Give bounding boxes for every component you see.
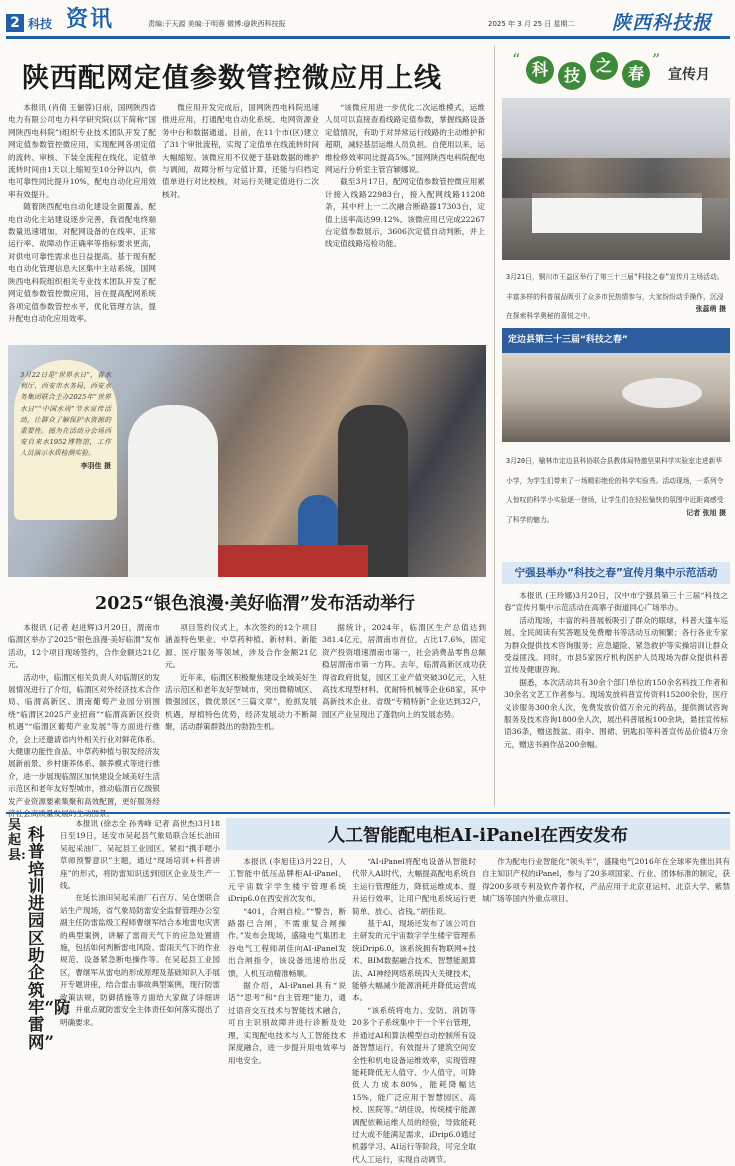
tongchuan-credit: 张蕊萌 摄 (695, 304, 726, 314)
lead-headline: 陕西配网定值参数管控微应用上线 (22, 63, 442, 94)
ai-paragraph: 作为配电行业智能化“领头羊”，盛隆电气2016年在全球率先推出具有自主知识产权的iPanel，参与了20多项国家、行业、团体标准的制定，获得200多项专利及软件著作权，产品应用于北京亚运村、北京大学、紫禁城广场等国内外重点项目。 (482, 857, 730, 904)
wuqi-paragraph: 本报讯 (徐志全 孙秀峰 记者 高世杰)3月18日至19日，延安市吴起县气象局联合延长油田吴起采油厂、吴起县工业园区、紧扣“携手嗯小草师预警意识”主题，通过“现场培训+科普讲座”的形式，将防雷知识送到园区企业及生产一线。 (60, 819, 220, 891)
lead-paragraph: 截至3月17日，配网定值参数管控微应用累计接入线路22983台，接入配网线路11208条，其中杆上一二次融合断路器17303台，定值上送率高达99.12%。该微应用已完成22267台定值参数展示，3606次定值自动判断，并上线定值线路巡检功能。 (325, 177, 485, 249)
ningqiang-paragraph: 活动现场，丰富的科普展板吸引了群众的眼球，科普大篷车巡展、全民阅读有奖答题及免费赠书等活动互动频繁；各行各业专家为群众提供技术咨询服务；应急避险、紧急救护等实操培训让群众受益匪浅。同时，市县5家医疗机构医护人员现场为群众提供科普宣传及健康咨询。 (504, 615, 728, 675)
smoke-cloud (622, 378, 702, 408)
ai-paragraph: “该系统将电力、安防、消防等20多个子系统集中于一个平台管理，并通过AI和算法模型自动控制所有设备智慧运行，有效提升了建筑空间安全性和机电设备运维效率，实现管理能耗降低无人值守、少人值守，可降低人力成本80%，能耗降幅达15%，能广泛应用于智慧园区、高校、医院等。”胡佳说，传统楼宇能源调配依赖运维人员的经验，导致能耗过大或不能满足需求，iDrip6.0通过机器学习、AI运行等阶段，可完全取代人工运行，实现自动调节。 (352, 1005, 476, 1164)
lead-paragraph: “该微应用进一步优化二次运维模式，运维人员可以直接查看线路定值参数，掌握线路设备定值情况，有助于对异常运行线路的主动维护和超期，减轻基层运维人员负担。自使用以来，运维检修效率同比提高5%。”国网陕西电科院配电网运行分析室主管宫颖娜说。 (325, 103, 485, 175)
ai-paragraph: 据介绍，AI-iPanel具有“说话”“思考”和“自主管理”能力，通过语音交互技术与智能技术融合，可自主识别故障并进行诊断及处理，实现配电技术与人工智能技术深度融合，进一步提升用电效率与用电安全。 (228, 981, 346, 1065)
lead-paragraph: 微应用开发完成后，国网陕西电科院迅速推进应用，打通配电自动化系统、电网资源业务中台和数据通道。目前，在11个市(区)建立了31个审批流程，实现了定值单在线流转时间大幅缩短。该微应用不仅便于基础数据的维护与调阅，故障分析与定值计算，还能与归档定值单进行对比校核，对运行关键定值进行二次核对。 (162, 103, 319, 199)
lead-col-1 (8, 102, 156, 338)
water-caption: 3月22日是“世界水日”，省水利厅、西安市水务局、西安水务集团联合主办2025年“世界水日”“中国水周”节水宣传活动，让群众了解保护水资源的重要性。图为在活动分会场西安自来水1952博物馆，工作人员演示水质检测实验。 (20, 371, 111, 458)
lead-paragraph: 随着陕西配电自动化建设全面覆盖，配电自动化主站建设逐步完善，我省配电终端数量迅速增加，对配网设备的在线率、正常运行率、故障动作正确率等指标要求更高，对供电可靠性需求也日益提高。基于现有配电自动化管理信息大区集中主站系统，国网陕西电科院组织相关专业技术团队开发了配网定值参数管控微应用，旨在提高配网系统各项定值参数管控水平，优化管理方法，提升配电自动化应用效率。 (8, 202, 156, 323)
silver-paragraph: 项目签约仪式上，本次签约的12个项目涵盖特色果业、中草药种植、新材料、新能源、医疗服务等领域，涉及合作金额21亿元。 (165, 623, 317, 670)
ai-paragraph: 基于AI，现场还发布了该公司自主研发的元宇宙数字学生楼宇管理系统iDrip6.0。该系统拥有物联网+技术、BIM数据融合技术、智慧能源算法、AI神经网络系统四大关键技术，能够大幅减少能源消耗并降低运营成本。 (352, 919, 476, 1003)
ai-paragraph: 本报讯 (李旭佳)3月22日，人工智能中低压品牌柜AI-iPanel、元宇宙数字学生楼宇管理系统iDrip6.0在西安首次发布。 (228, 857, 346, 904)
section-big: 资讯 (66, 6, 115, 32)
header-rule (6, 36, 730, 39)
ai-paragraph: “AI-iPanel将配电设备从智能时代带入AI时代，大幅提高配电系统自主运行管理能力，降低运维成本、提升运行效率，让用户配电系统运行更简单、放心、省钱。”胡佳说。 (352, 857, 476, 916)
tongchuan-caption-box (502, 262, 730, 324)
spring-char-4: 春 (622, 60, 650, 88)
page-header (0, 0, 735, 42)
dingbian-sign: 定边县第三十三届“科技之春” (508, 335, 628, 345)
spring-banner-suffix: 宣传月 (668, 67, 710, 83)
tongchuan-photo (502, 98, 730, 260)
ai-headline: 人工智能配电柜AI-iPanel在西安发布 (327, 826, 629, 846)
silver-col-3 (322, 622, 486, 808)
ai-col-2 (352, 856, 476, 1164)
ningqiang-body (504, 590, 728, 804)
ai-col-3 (482, 856, 730, 1070)
lead-col-2 (162, 102, 319, 338)
silver-col-1 (8, 622, 160, 808)
wuqi-paragraph: 在延长油田吴起采油厂石百万、吴仓堡联合站生产现场，省气象局防雷安全监督管理办公室副主任防雷监级工程师曹继军结合本地雷电灾害的典型案例，讲解了雷雨天气下的应急处置措施，包括如何判断雷电风险、雷雨天气下的作业规范、设备紧急断电操作等。在吴起县工业园区，曹继军从雷电的形成原理及基础知识入手展开专题讲座，结合雷击事故典型案例，现行防雷政策法规，防御措施等方面给大家做了详细讲解，并重点就防雷安全主体责任如何落实提出了明确要求。 (60, 893, 220, 1027)
lead-paragraph: 本报讯 (肖倩 王俪蓉)日前，国网陕西省电力有限公司电力科学研究院(以下简称“国网陕西电科院”)组织专业技术团队开发了配网定值参数管控微应用，实现配网各项定值的流转、审核、下装全流程在线化，定值单流转时间由1天以上缩短至10分钟以内，供电可靠性同比提升10%，配电自动化应用效率有效提升。 (8, 103, 156, 199)
dingbian-caption-box (502, 446, 730, 524)
scientist-figure (128, 405, 218, 577)
spring-banner (502, 48, 730, 96)
silver-col-2 (165, 622, 317, 808)
spring-banner-quote-open: “ (512, 50, 521, 69)
ai-col-1 (228, 856, 346, 1070)
silver-headline: 2025“银色浪漫·美好临渭”发布活动举行 (95, 594, 415, 614)
ai-paragraph: “401，合闸自检。”“警告，断路器已合闸，不需重复合闸操作。”发布会现场，盛隆电气集团北谷电气工程师胡佳向AI-iPanel发出合闸指令，该设备迅速给出反馈，人机互动精准畅顺。 (228, 906, 346, 978)
tongchuan-caption: 3月21日，铜川市王益区举行了第三十三届“科技之春”宣传月主场活动。丰富多样的科普展品吸引了众多市民热情参与，大家纷纷动手操作，沉浸在探索科学奥秘的喜悦之中。 (506, 273, 724, 321)
wuqi-headline: 科普培训进园区 助企筑牢“防雷网” (28, 825, 71, 1052)
page-number: 2 (6, 14, 24, 32)
silver-paragraph: 本报讯 (记者 赵进辉)3月20日，渭南市临渭区举办了2025“银色浪漫·美好临渭”发布活动，12个项目现场签约，合作金额达21亿元。 (8, 623, 160, 670)
ningqiang-paragraph: 本报讯 (王玲娜)3月20日，汉中市宁强县第三十三届“科技之春”宣传月集中示范活动在高寨子街道同心广场举办。 (504, 591, 728, 613)
silver-paragraph: 据统计，2024年，临渭区生产总值达到381.4亿元，居渭南市首位，占比17.6%，固定资产投资增速渭南市第一，社会消费品零售总额稳居渭南市第一方阵。去年，临渭高新区成功获得省政府批复，园区工业产值突破30亿元，入驻高技术现型材料、优耐特机械等企业68家，其中高新技术企业、省级“专精特新”企业达到32户，园区产业呈现出了蓬勃向上的发展态势。 (322, 623, 486, 719)
silver-paragraph: 近年来，临渭区积极聚焦建设全域美好生活示范区和老年友好型城市，突出微精城区、微强园区，微优景区“三篇文章”，抢抓发展机遇，厚植特色优势，经济发展动力不断凝聚，活动群策群鼓出的勃勃生机。 (165, 672, 317, 732)
masthead-logo: 陕西科技报 (612, 12, 713, 34)
ningqiang-paragraph: 据悉，本次活动共有30余个部门单位的150余名科技工作者和30余名文艺工作者参与。现场发放科普宣传资料15200余份，医疗义诊服务300余人次，免费发放价值万余元的药品，提供测试咨询服务及技术咨询1800余人次，展出科普展板100余块，悬挂宣传标语36条，赠送鼓盆、雨伞、围裙、钥匙扣等科普宣传品价值4万余元，赠送书画作品200余幅。 (504, 677, 728, 749)
spring-banner-quote-close: ” (652, 50, 661, 69)
water-credit: 李羽佳 摄 (80, 460, 111, 470)
crowd-group (502, 158, 730, 198)
section-label: 科技 (28, 17, 53, 31)
table-surface (218, 545, 368, 577)
water-caption-box (14, 360, 117, 520)
spring-char-1: 科 (526, 56, 554, 84)
bottom-divider (6, 812, 730, 814)
wuqi-county: 吴起县: (8, 818, 26, 863)
wuqi-body (60, 818, 220, 1070)
issue-date: 2025 年 3 月 25 日 星期二 (488, 20, 575, 28)
ningqiang-headline: 宁强县举办“科技之春”宣传月集中示范活动 (502, 562, 730, 584)
editor-line: 责编:于天源 美编:于明蓉 微博:@陕西科技报 (148, 20, 286, 28)
dingbian-credit: 记者 张旭 摄 (686, 507, 726, 517)
lead-col-3 (325, 102, 485, 338)
dingbian-caption: 3月20日，榆林市定边县科协联合县教体局特邀坚果科学实验室走进新华小学，为学生们带来了一场精彩绝伦的科学实验秀。活动现场，一系列令人惊叹的科学小实验逐一登场，让学生们在轻松愉快的氛围中近距离感受了科学的魅力。 (506, 457, 724, 524)
dingbian-photo (502, 328, 730, 442)
column-divider (494, 46, 495, 806)
spring-char-3: 之 (590, 52, 618, 80)
white-table (532, 193, 702, 233)
silver-paragraph: 活动中，临渭区相关负责人对临渭区的发展情况进行了介绍，临渭区对外经济技术合作局、临渭高新区、渭南葡萄产业园分别围绕“临渭区2025产业招商”“临渭高新区投资机遇”“临渭区葡萄产业发展”等方面进行推介，会上还邀请省内外相关行业对鲜花体系、大健康功能性食品、中草药种植与银发经济发展新前景、乡村康养体系、颐养模式等进行推介，进一步展现临渭区加快建设全域美好生活示范区和老年友好型城市，推动临渭百亿级银发产业资源要素集聚和高效配置，更好服务经 (8, 672, 160, 806)
spring-char-2: 技 (558, 62, 586, 90)
